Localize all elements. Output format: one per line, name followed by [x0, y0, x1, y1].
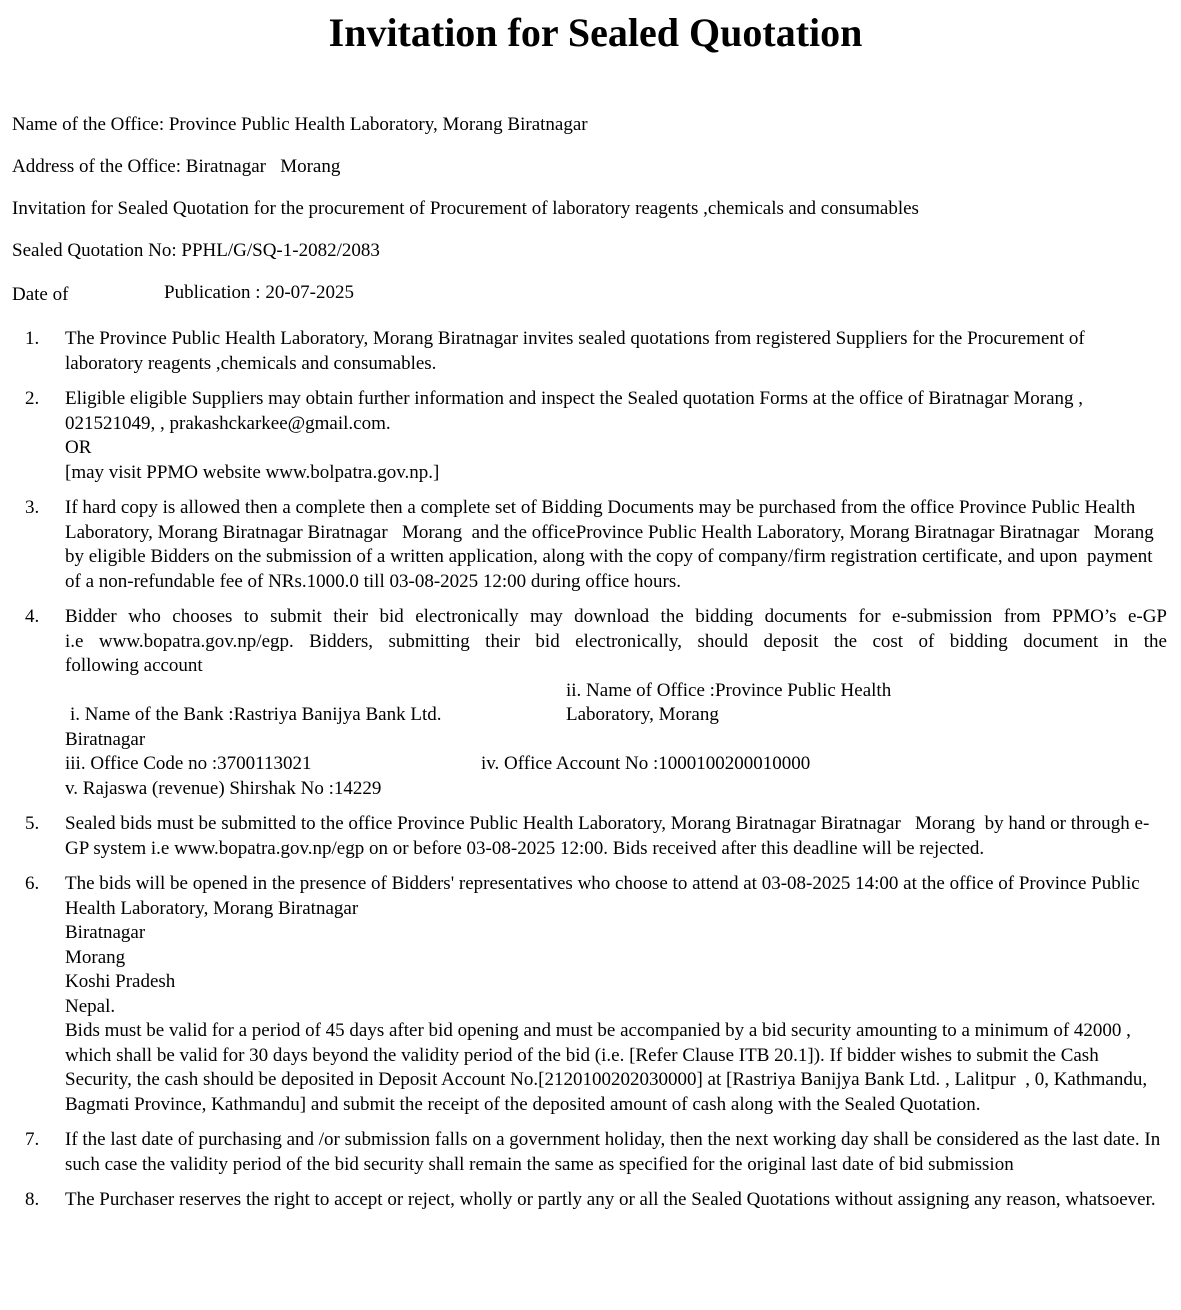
address-country: Nepal.	[65, 995, 116, 1017]
page-title: Invitation for Sealed Quotation	[328, 10, 863, 55]
quotation-number: Sealed Quotation No: PPHL/G/SQ-1-2082/2083	[12, 240, 380, 261]
item-text: Bidder who chooses to submit their bid electronically may download the bidding documents for e-submission from PPMO’s e-GP	[65, 606, 1167, 627]
invitation-line: Invitation for Sealed Quotation for the procurement of Procurement of laboratory reagents ,chemicals and consumables	[12, 198, 919, 219]
item-number: 7.	[25, 1129, 40, 1150]
revenue-code: v. Rajaswa (revenue) Shirshak No :14229	[65, 777, 382, 799]
item-number: 4.	[25, 606, 40, 627]
item-text: Sealed bids must be submitted to the office Province Public Health Laboratory, Morang Biratnagar Biratnagar Morang by hand or through e-GP system i.e www.bopatra.gov.np/egp on or before 03-08-2025 12:00. Bids received after this deadline will be rejected.	[65, 813, 1150, 859]
address-city: Biratnagar	[65, 922, 146, 943]
office-name: Name of the Office: Province Public Health Laboratory, Morang Biratnagar	[12, 114, 588, 135]
item-number: 3.	[25, 497, 40, 518]
office-account-number: iv. Office Account No :1000100200010000	[481, 753, 811, 774]
item-number: 2.	[25, 388, 40, 409]
clause-list	[0, 327, 1181, 1224]
office-address: Address of the Office: Biratnagar Morang	[12, 156, 341, 177]
item-number: 1.	[25, 328, 40, 349]
item-text: Eligible eligible Suppliers may obtain further information and inspect the Sealed quotation Forms at the office of Biratnagar Morang , 021521049, , prakashckarkee@gmail.com.	[65, 388, 1084, 434]
item-number: 5.	[25, 813, 40, 834]
item-text: The Province Public Health Laboratory, Morang Biratnagar invites sealed quotations from registered Suppliers for the Procurement of laboratory reagents ,chemicals and consumables.	[65, 328, 1085, 374]
list-item	[0, 387, 1167, 485]
office-code: iii. Office Code no :3700113021	[65, 753, 312, 774]
office-name-continued: Biratnagar	[65, 728, 146, 750]
address-district: Morang	[65, 946, 126, 968]
list-item	[0, 872, 1167, 1117]
item-text: The bids will be opened in the presence of Bidders' representatives who choose to attend at 03-08-2025 14:00 at the office of Province Public Health Laboratory, Morang Biratnagar	[65, 873, 1140, 919]
list-item	[0, 1128, 1167, 1177]
list-item	[0, 605, 1167, 801]
address-province: Koshi Pradesh	[65, 971, 176, 992]
bank-details-row	[65, 679, 1167, 728]
list-item	[0, 327, 1167, 376]
item-text: The Purchaser reserves the right to accept or reject, wholly or partly any or all the Sealed Quotations without assigning any reason, whatsoever.	[65, 1189, 1156, 1210]
bid-validity-text: Bids must be valid for a period of 45 days after bid opening and must be accompanied by a bid security amounting to a minimum of 42000 , which shall be valid for 30 days beyond the validity period of the bid (i.e. [Refer Clause ITB 20.1]). If bidder wishes to submit the Cash Security, the cash should be deposited in Deposit Account No.[2120100202030000] at [Rastriya Banijya Bank Ltd. , Lalitpur , 0, Kathmandu, Bagmati Province, Kathmandu] and submit the receipt of the deposited amount of cash along with the Sealed Quotation.	[65, 1020, 1152, 1115]
date-label: Date of	[12, 284, 69, 305]
bank-name: i. Name of the Bank :Rastriya Banijya Bank Ltd.	[70, 704, 442, 725]
list-item	[0, 812, 1167, 861]
or-text: OR	[65, 437, 92, 458]
list-item	[0, 496, 1167, 594]
bank-details-row	[65, 752, 1167, 777]
list-item	[0, 1188, 1167, 1213]
ppmo-website-note: [may visit PPMO website www.bolpatra.gov.np.]	[65, 461, 440, 483]
item-number: 8.	[25, 1189, 40, 1210]
item-text: If the last date of purchasing and /or submission falls on a government holiday, then the next working day shall be considered as the last date. In such case the validity period of the bid security shall remain the same as specified for the original last date of bid submission	[65, 1129, 1161, 1175]
item-text: following account	[65, 655, 203, 676]
office-name-detail: ii. Name of Office :Province Public Health Laboratory, Morang	[566, 679, 892, 725]
item-text: If hard copy is allowed then a complete then a complete set of Bidding Documents may be purchased from the office Province Public Health Laboratory, Morang Biratnagar Biratnagar Morang and the officeProvince Public Health Laboratory, Morang Biratnagar Biratnagar Morang by eligible Bidders on the submission of a written application, along with the copy of company/firm registration certificate, and upon payment of a non-refundable fee of NRs.1000.0 till 03-08-2025 12:00 during office hours.	[65, 497, 1159, 592]
item-number: 6.	[25, 873, 40, 894]
item-text: i.e www.bopatra.gov.np/egp. Bidders, submitting their bid electronically, should deposit the cost of bidding document in the	[65, 630, 1167, 652]
publication-date: Publication : 20-07-2025	[164, 282, 354, 303]
